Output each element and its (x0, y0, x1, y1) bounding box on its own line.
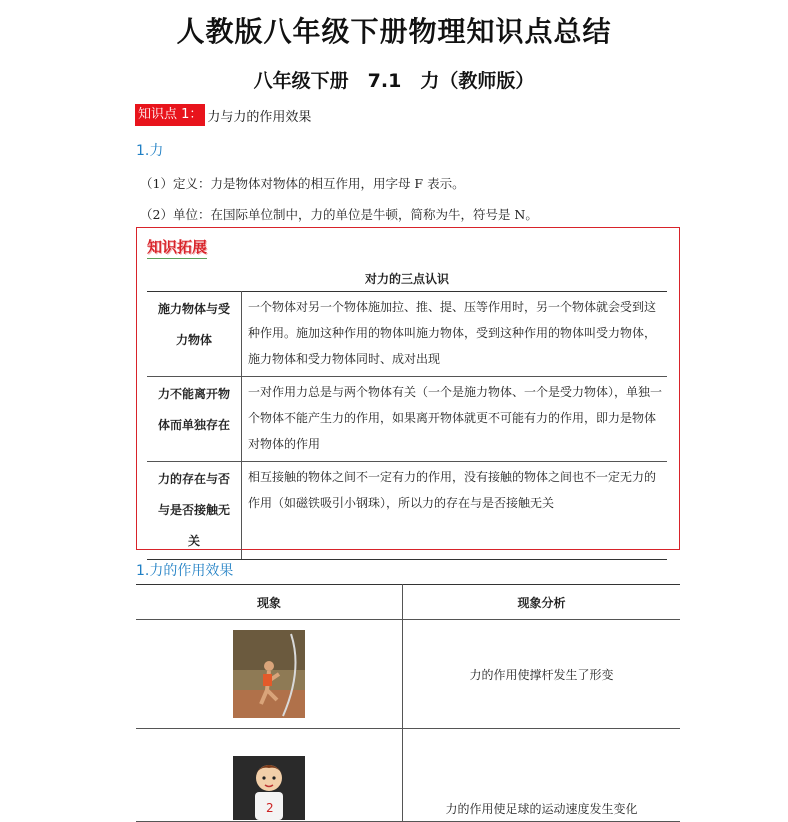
extension-table (147, 291, 667, 560)
row-header (147, 462, 242, 560)
row-header (147, 292, 242, 377)
table-row (136, 620, 680, 729)
extension-table-wrap (147, 264, 667, 560)
row-header-line: 力物体 (175, 333, 212, 347)
section-effects-heading: 1.力的作用效果 (136, 563, 234, 579)
phenomenon-cell (136, 620, 403, 729)
extension-title: 知识拓展 (147, 238, 208, 256)
force-definition: （1）定义：力是物体对物体的相互作用，用字母 F 表示。 (140, 176, 465, 191)
row-header-line: 施力物体与受 (157, 302, 230, 316)
section-force-heading: 1.力 (136, 143, 164, 159)
row-body: 一个物体对另一个物体施加拉、推、提、压等作用时，另一个物体就会受到这种作用。施加这种作用的物体叫施力物体，受到这种作用的物体叫受力物体，施力物体和受力物体同时、成对出现 (242, 292, 668, 377)
row-header-line: 力的存在与否 (157, 472, 230, 486)
document-title: 人教版八年级下册物理知识点总结 (176, 15, 612, 48)
row-header-line: 体而单独存在 (157, 418, 230, 432)
column-header-phenomenon: 现象 (136, 585, 403, 620)
knowledge-point-tag: 知识点 1： (135, 104, 205, 126)
row-header-line: 力不能离开物 (157, 387, 230, 401)
row-body: 一对作用力总是与两个物体有关（一个是施力物体、一个是受力物体），单独一个物体不能产生力的作用，如果离开物体就更不可能有力的作用，即力是物体对物体的作用 (242, 377, 668, 462)
knowledge-extension-box (136, 227, 680, 550)
pole-vaulter-image (233, 630, 305, 718)
svg-text:2: 2 (266, 801, 274, 815)
document-subtitle: 八年级下册 7.1 力（教师版） (253, 70, 535, 92)
effects-table (136, 584, 680, 822)
column-header-analysis: 现象分析 (403, 585, 681, 620)
knowledge-point-heading (135, 104, 311, 126)
analysis-cell: 力的作用使足球的运动速度发生变化 (403, 729, 681, 822)
table-row (147, 292, 667, 377)
row-header (147, 377, 242, 462)
row-header-line: 与是否接触无 (157, 503, 230, 517)
table-header-row (136, 585, 680, 620)
extension-caption: 对力的三点认识 (364, 272, 449, 286)
row-header-line: 关 (187, 534, 200, 548)
table-row (147, 377, 667, 462)
phenomenon-cell (136, 729, 403, 822)
soccer-player-image (233, 756, 305, 820)
table-row (136, 729, 680, 822)
knowledge-point-text: 力与力的作用效果 (207, 109, 312, 125)
table-row (147, 462, 667, 560)
force-unit: （2）单位：在国际单位制中，力的单位是牛顿，简称为牛，符号是 N。 (140, 207, 538, 222)
row-body: 相互接触的物体之间不一定有力的作用，没有接触的物体之间也不一定无力的作用（如磁铁吸引小钢珠），所以力的存在与是否接触无关 (242, 462, 668, 560)
analysis-cell: 力的作用使撑杆发生了形变 (403, 620, 681, 729)
